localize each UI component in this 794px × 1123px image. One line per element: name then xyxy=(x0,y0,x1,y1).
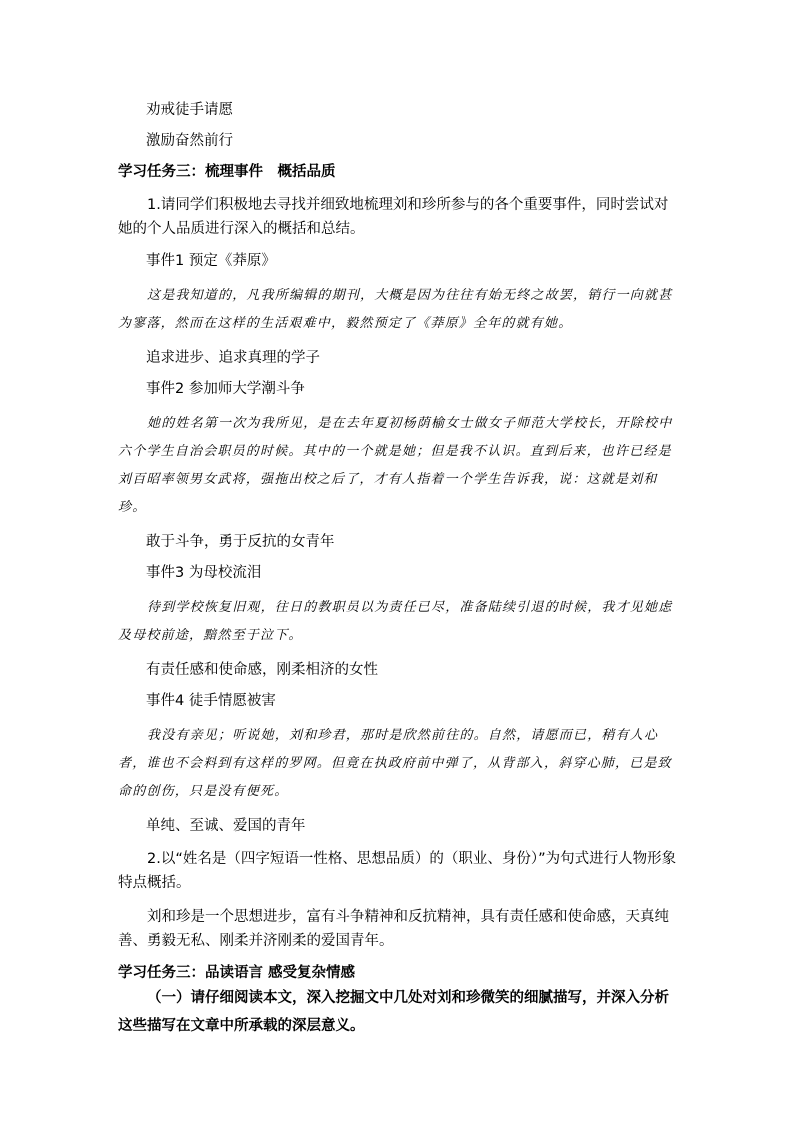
event-title: 事件2 参加师大学潮斗争 xyxy=(146,381,305,397)
event-title: 事件1 预定《莽原》 xyxy=(146,253,276,269)
event-quality: 追求进步、追求真理的学子 xyxy=(146,350,320,366)
event-title: 事件4 徒手情愿被害 xyxy=(146,693,276,709)
event-quote: 她的姓名第一次为我所见，是在去年夏初杨荫榆女士做女子师范大学校长，开除校中六个学生自治会职员的时候。其中的一个就是她；但是我不认识。直到后来，也许已经是刘百昭率领男女武将，强拖出校之后了，才有人指着一个学生告诉我，说：这就是刘和珍。 xyxy=(118,416,673,515)
event-quote: 我没有亲见；听说她，刘和珍君，那时是欣然前往的。自然，请愿而已，稍有人心者，谁也不会料到有这样的罗网。但竟在执政府前中弹了，从背部入，斜穿心肺，已是致命的创伤，只是没有便死。 xyxy=(118,728,672,799)
text-line: 激励奋然前行 xyxy=(146,133,233,149)
event-quote: 这是我知道的，凡我所编辑的期刊，大概是因为往往有始无终之故罢，销行一向就甚为寥落，然而在这样的生活艰难中，毅然预定了《莽原》全年的就有她。 xyxy=(118,288,673,331)
question-paragraph: 1.请同学们积极地去寻找并细致地梳理刘和珍所参与的各个重要事件，同时尝试对她的个人品质进行深入的概括和总结。 xyxy=(118,197,669,237)
sub-question: （一）请仔细阅读本文，深入挖掘文中几处对刘和珍微笑的细腻描写，并深入分析这些描写在文章中所承载的深层意义。 xyxy=(118,990,669,1034)
document-body xyxy=(118,100,678,1040)
event-quote: 待到学校恢复旧观，往日的教职员以为责任已尽，准备陆续引退的时候，我才见她虑及母校前途，黯然至于泣下。 xyxy=(118,600,673,643)
answer-paragraph: 刘和珍是一个思想进步，富有斗争精神和反抗精神，具有责任感和使命感，天真纯善、勇毅无私、刚柔并济刚柔的爱国青年。 xyxy=(118,909,669,949)
section-heading: 学习任务三：梳理事件 概括品质 xyxy=(118,164,336,180)
section-heading: 学习任务三：品读语言 感受复杂情感 xyxy=(118,965,356,981)
event-quality: 有责任感和使命感，刚柔相济的女性 xyxy=(146,662,378,678)
question-paragraph: 2.以“姓名是（四字短语一性格、思想品质）的（职业、身份）”为句式进行人物形象特点概括。 xyxy=(118,851,677,891)
text-line: 劝戒徒手请愿 xyxy=(146,102,233,118)
event-quality: 敢于斗争，勇于反抗的女青年 xyxy=(146,534,335,550)
event-quality: 单纯、至诚、爱国的青年 xyxy=(146,818,306,834)
event-title: 事件3 为母校流泪 xyxy=(146,565,262,581)
